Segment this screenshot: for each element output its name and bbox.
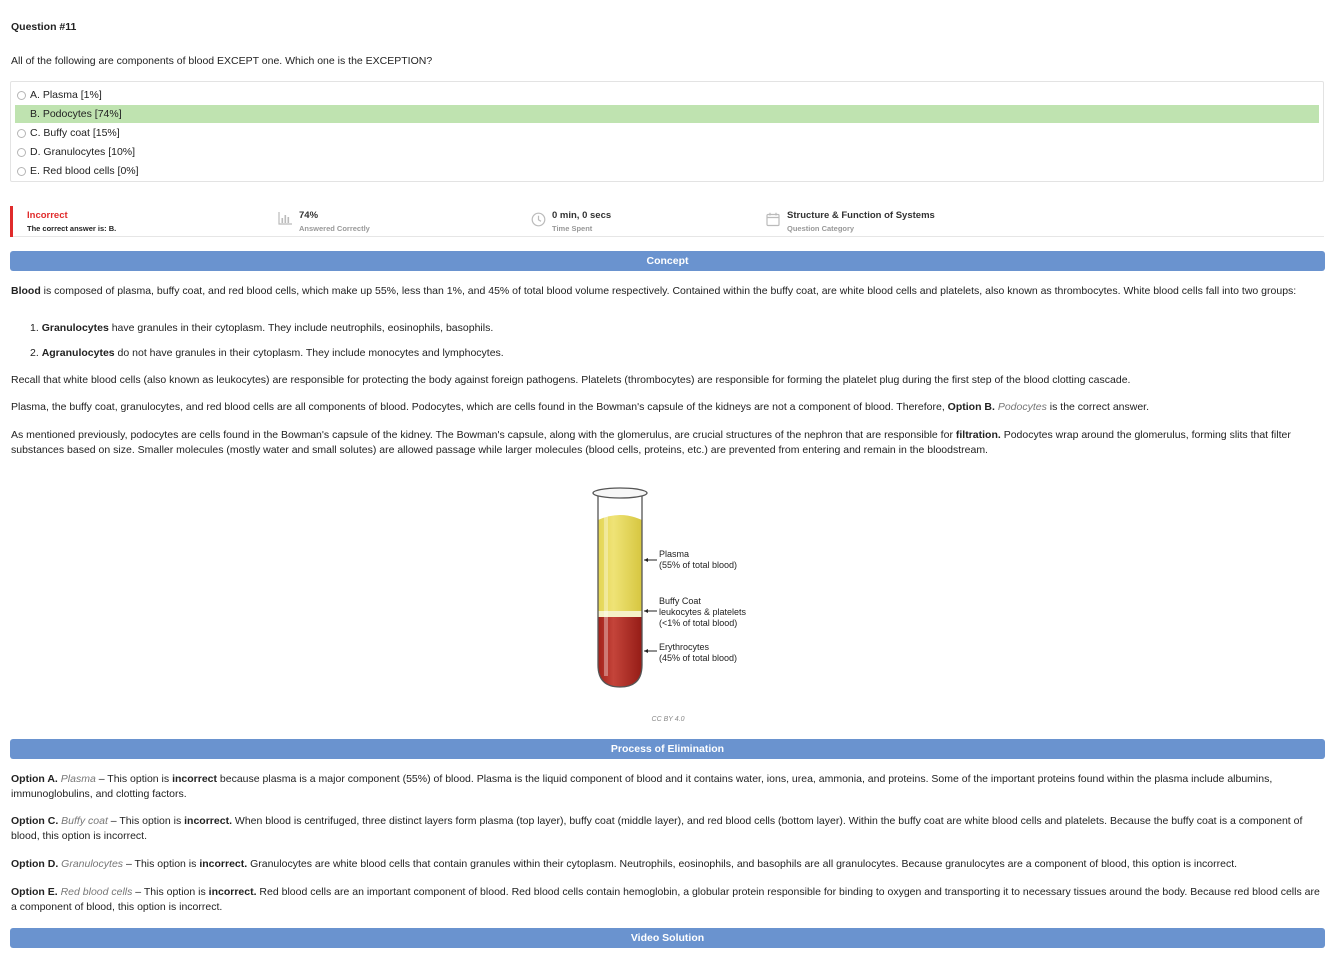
option-b[interactable] (15, 105, 1319, 123)
clock-icon (531, 212, 546, 227)
radio-icon[interactable] (17, 167, 26, 176)
category-value: Structure & Function of Systems (787, 210, 935, 221)
elimination-option-c: Option C. Buffy coat – This option is incorrect. When blood is centrifuged, three distinct layers form plasma (top layer), buffy coat (middle layer), and red blood cells (bottom layer). Within the buffy coat are white blood cells and platelets. Because the buffy coat is a component of blood, this option is incorrect. (11, 815, 1303, 842)
option-label: A. Plasma [1%] (30, 89, 102, 101)
elimination-header: Process of Elimination (10, 739, 1325, 759)
plasma-label: Plasma (55% of total blood) (659, 549, 738, 570)
time-value: 0 min, 0 secs (552, 210, 612, 221)
incorrect-indicator (10, 206, 13, 237)
correct-answer-text: The correct answer is: B. (27, 224, 117, 233)
option-label: B. Podocytes [74%] (30, 108, 122, 120)
concept-paragraph-2: Recall that white blood cells (also known as leukocytes) are responsible for protecting the body against foreign pathogens. Platelets (thrombocytes) are responsible for forming the platelet plug during the first step of the blood clotting cascade. (11, 374, 1131, 386)
question-text: All of the following are components of blood EXCEPT one. Which one is the EXCEPTION? (11, 55, 433, 67)
answer-options (10, 81, 1324, 182)
answered-correctly-stat (299, 210, 370, 233)
question-number: Question #11 (11, 21, 77, 33)
percent-label: Answered Correctly (299, 224, 370, 233)
list-item-agranulocytes: 2. Agranulocytes do not have granules in their cytoplasm. They include monocytes and lymphocytes. (30, 347, 504, 359)
time-spent-stat (552, 210, 611, 233)
concept-paragraph-1: Blood is composed of plasma, buffy coat, and red blood cells, which make up 55%, less than 1%, and 45% of total blood volume respectively. Contained within the buffy coat, are white blood cells and platelets, also known as thrombocytes. White blood cells fall into two groups: (11, 285, 1297, 297)
option-label: C. Buffy coat [15%] (30, 127, 120, 139)
bar-chart-icon (278, 212, 292, 225)
option-d[interactable] (15, 143, 1319, 161)
video-solution-header[interactable]: Video Solution (10, 928, 1325, 948)
option-c[interactable] (15, 124, 1319, 142)
elimination-option-d: Option D. Granulocytes – This option is incorrect. Granulocytes are white blood cells that contain granules within their cytoplasm. Neutrophils, eosinophils, and basophils are all granulocytes. Because granulocytes are a component of blood, this option is incorrect. (11, 858, 1238, 870)
category-stat (787, 210, 935, 233)
radio-icon[interactable] (17, 110, 26, 119)
option-e[interactable] (15, 162, 1319, 180)
result-status (27, 210, 116, 233)
concept-header: Concept (10, 251, 1325, 271)
calendar-icon (766, 212, 780, 227)
concept-paragraph-4: As mentioned previously, podocytes are cells found in the Bowman's capsule of the kidney. The Bowman's capsule, along with the glomerulus, are crucial structures of the nephron that are responsible for filtration. Podocytes wrap around the glomerulus, forming slits that filter substances based on size. Smaller molecules (mostly water and small solutes) are allowed passage while larger molecules (blood cells, proteins, etc.) are prevented from entering and remain in the bloodstream. (11, 429, 1291, 456)
erythrocytes-label: Erythrocytes (45% of total blood) (659, 642, 738, 663)
option-label: E. Red blood cells [0%] (30, 165, 139, 177)
radio-icon[interactable] (17, 129, 26, 138)
category-label: Question Category (787, 224, 855, 233)
radio-icon[interactable] (17, 91, 26, 100)
list-item-granulocytes: 1. Granulocytes have granules in their cytoplasm. They include neutrophils, eosinophils, basophils. (30, 322, 494, 334)
buffy-coat-label: Buffy Coat leukocytes & platelets (<1% of total blood) (659, 596, 747, 628)
time-label: Time Spent (552, 224, 593, 233)
blood-tube-figure (560, 480, 780, 695)
percent-value: 74% (299, 210, 319, 221)
option-label: D. Granulocytes [10%] (30, 146, 136, 158)
elimination-option-a: Option A. Plasma – This option is incorrect because plasma is a major component (55%) of blood. Plasma is the liquid component of blood and it contains water, ions, urea, ammonia, and proteins. Some of the important proteins found within the plasma include albumins, immunoglobulins, and clotting factors. (11, 773, 1273, 800)
elimination-option-e: Option E. Red blood cells – This option is incorrect. Red blood cells are an important component of blood. Red blood cells contain hemoglobin, a globular protein responsible for binding to oxygen and transporting it to necessary tissues around the body. Because red blood cells are a component of blood, this option is incorrect. (11, 886, 1320, 913)
radio-icon[interactable] (17, 148, 26, 157)
result-title: Incorrect (27, 210, 68, 221)
image-credit: CC BY 4.0 (651, 716, 685, 723)
result-stats (10, 206, 1324, 237)
concept-paragraph-3: Plasma, the buffy coat, granulocytes, and red blood cells are all components of blood. Podocytes, which are cells found in the Bowman's capsule of the kidneys are not a component of blood. Therefore, Option B. Podocytes is the correct answer. (11, 401, 1149, 413)
option-a[interactable] (15, 86, 1319, 104)
